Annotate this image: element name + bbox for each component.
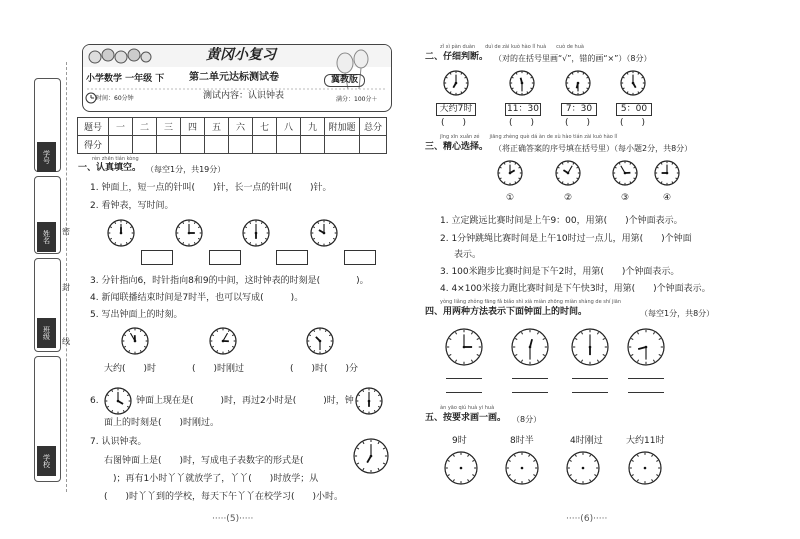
clock-face-icon xyxy=(310,219,338,247)
clock-face-icon xyxy=(497,160,523,186)
question-7-line1: 右图钟面上是( )时，写成电子表数字的形式是( xyxy=(104,456,304,466)
section2-pinyin: zǐ xì pàn duàn duì de zài kuò hào lǐ huà cuò de huà xyxy=(440,44,584,50)
score-table xyxy=(77,117,387,154)
score-input-cell[interactable] xyxy=(253,136,277,154)
subject-label: 小学数学 一年级 下 xyxy=(86,74,165,84)
section3-title: 三、精心选择。 xyxy=(425,142,489,152)
clock-face-icon xyxy=(175,219,203,247)
table-cell: 题号 xyxy=(78,118,109,136)
clock-face-icon xyxy=(620,70,646,96)
fold-char-feng: 封 xyxy=(62,283,70,292)
section1-title: 一、认真填空。 xyxy=(78,163,142,173)
fold-char-mi: 密 xyxy=(62,227,70,236)
s2-label: 5：00 xyxy=(616,103,652,116)
question-5: 5. 写出钟面上的时刻。 xyxy=(90,310,183,320)
score-table-header-row xyxy=(78,118,387,136)
s3-question-1: 1. 立定跳远比赛时间是上午9：00，用第( )个钟面表示。 xyxy=(440,216,683,226)
score-input-cell[interactable] xyxy=(133,136,157,154)
s3-question-3: 3. 100米跑步比赛时间是下午2时，用第( )个钟面表示。 xyxy=(440,267,680,277)
section4-note: （每空1分，共8分） xyxy=(640,309,715,318)
answer-box[interactable] xyxy=(141,250,173,265)
answer-line[interactable] xyxy=(628,378,664,379)
s2-paren[interactable]: ( ) xyxy=(509,118,535,128)
school-label: 学校 xyxy=(37,446,56,476)
clock-face-icon xyxy=(104,387,132,415)
blank-clock-face-icon[interactable] xyxy=(505,451,539,485)
fold-char-xian: 线 xyxy=(62,337,70,346)
section1-note: （每空1分，共19分） xyxy=(146,165,226,174)
s2-paren[interactable]: ( ) xyxy=(441,118,467,128)
answer-line[interactable] xyxy=(628,392,664,393)
answer-line[interactable] xyxy=(512,392,548,393)
s2-label: 7：30 xyxy=(561,103,597,116)
answer-box[interactable] xyxy=(276,250,308,265)
section4-pinyin: yòng liǎng zhǒng fāng fǎ biǎo shì xià miàn zhōng miàn shàng de shí jiān xyxy=(440,299,622,305)
s3-question-4: 4. 4×100米接力跑比赛时间是下午快3时，用第( )个钟面表示。 xyxy=(440,284,711,294)
test-content: 测试内容：认识钟表 xyxy=(203,91,285,101)
question-1: 1. 钟面上，短一点的针叫( )针，长一点的针叫( )针。 xyxy=(90,183,332,193)
clock-face-icon xyxy=(443,70,469,96)
section5-note: （8分） xyxy=(512,415,542,424)
section5-title: 五、按要求画一画。 xyxy=(425,413,507,423)
score-input-cell[interactable] xyxy=(277,136,301,154)
blank-clock-face-icon[interactable] xyxy=(628,451,662,485)
clock-small-icon xyxy=(86,93,96,103)
question-6-line2: 面上的时刻是( )时刚过。 xyxy=(104,418,220,428)
fold-line xyxy=(66,62,67,492)
table-cell: 六 xyxy=(229,118,253,136)
s5-label: 4时刚过 xyxy=(570,436,603,446)
clock-face-icon xyxy=(353,438,389,474)
section4-title: 四、用两种方法表示下面钟面上的时间。 xyxy=(425,307,588,317)
answer-line[interactable] xyxy=(572,378,608,379)
s5-label: 8时半 xyxy=(510,436,534,446)
blank-clock-face-icon[interactable] xyxy=(444,451,478,485)
table-cell: 七 xyxy=(253,118,277,136)
clock-face-icon xyxy=(555,160,581,186)
s2-paren[interactable]: ( ) xyxy=(565,118,591,128)
page-number-right: ·····(6)····· xyxy=(566,514,608,524)
question-2: 2. 看钟表，写时间。 xyxy=(90,201,174,211)
table-cell: 九 xyxy=(301,118,325,136)
clock-face-icon xyxy=(209,327,237,355)
answer-box[interactable] xyxy=(344,250,376,265)
q5-answer-c: ( )时( )分 xyxy=(290,364,359,374)
question-6-line1: 钟面上现在是( )时，再过2小时是( )时，钟 xyxy=(136,396,354,406)
clock-face-icon xyxy=(654,160,680,186)
table-cell: 得分 xyxy=(78,136,109,154)
unit-title: 第二单元达标测试卷 xyxy=(189,72,279,83)
table-cell: 附加题 xyxy=(325,118,360,136)
clock-face-icon xyxy=(565,70,591,96)
answer-box[interactable] xyxy=(209,250,241,265)
s3-option: ④ xyxy=(663,193,672,203)
table-cell: 三 xyxy=(157,118,181,136)
score-input-cell[interactable] xyxy=(301,136,325,154)
answer-line[interactable] xyxy=(512,378,548,379)
score-input-cell[interactable] xyxy=(109,136,133,154)
s2-label: 11：30 xyxy=(505,103,541,116)
clock-face-icon xyxy=(445,328,483,366)
section3-pinyin: jīng xīn xuǎn zé jiāng zhèng què dá àn de xù hào tián zài kuò hào lǐ xyxy=(440,134,618,140)
question-7: 7. 认识钟表。 xyxy=(90,437,147,447)
score-table-score-row xyxy=(78,136,387,154)
s2-label: 大约7时 xyxy=(436,103,476,116)
section2-title: 二、仔细判断。 xyxy=(425,52,489,62)
blank-clock-face-icon[interactable] xyxy=(566,451,600,485)
s5-label: 大约11时 xyxy=(626,436,665,446)
q5-answer-b: ( )时刚过 xyxy=(192,364,245,374)
table-cell: 四 xyxy=(181,118,205,136)
score-input-cell[interactable] xyxy=(360,136,387,154)
table-cell: 八 xyxy=(277,118,301,136)
table-cell: 总分 xyxy=(360,118,387,136)
answer-line[interactable] xyxy=(446,392,482,393)
clock-face-icon xyxy=(511,328,549,366)
full-score: 满分：100分＋ xyxy=(336,96,378,103)
table-cell: 二 xyxy=(133,118,157,136)
clock-face-icon xyxy=(571,328,609,366)
score-input-cell[interactable] xyxy=(181,136,205,154)
brand-title: 黄冈小复习 xyxy=(206,47,276,63)
s2-paren[interactable]: ( ) xyxy=(620,118,646,128)
clock-face-icon xyxy=(306,327,334,355)
clock-face-icon xyxy=(121,327,149,355)
s3-option: ① xyxy=(506,193,515,203)
answer-line[interactable] xyxy=(446,378,482,379)
question-7-line3: ( )时丫丫到的学校，每天下午丫丫在校学习( )小时。 xyxy=(104,492,344,502)
s3-option: ③ xyxy=(621,193,630,203)
clock-face-icon xyxy=(242,219,270,247)
time-limit: 时间：60分钟 xyxy=(96,95,134,102)
name-label: 姓名 xyxy=(37,222,56,252)
question-6-number: 6. xyxy=(90,396,99,406)
score-input-cell[interactable] xyxy=(325,136,360,154)
s3-question-2: 2. 1分钟跳绳比赛时间是上午10时过一点儿，用第( )个钟面 xyxy=(440,234,692,244)
page-number-left: ·····(5)····· xyxy=(212,514,254,524)
clock-face-icon xyxy=(509,70,535,96)
score-input-cell[interactable] xyxy=(205,136,229,154)
section5-pinyin: àn yāo qiú huà yi huà xyxy=(440,405,495,411)
section2-note: （对的在括号里画“√”，错的画“×”）（8分） xyxy=(494,54,652,63)
score-input-cell[interactable] xyxy=(157,136,181,154)
clock-face-icon xyxy=(612,160,638,186)
edition-badge: 冀教版 xyxy=(324,74,365,87)
question-7-line2: )；再有1小时丫丫就放学了，丫丫( )时放学；从 xyxy=(104,474,319,484)
clock-face-icon xyxy=(107,219,135,247)
question-4: 4. 新闻联播结束时间是7时半，也可以写成( )。 xyxy=(90,293,304,303)
section3-note: （将正确答案的序号填在括号里）（每小题2分，共8分） xyxy=(494,144,693,153)
student-id-label: 学号 xyxy=(37,142,56,172)
table-cell: 五 xyxy=(205,118,229,136)
answer-line[interactable] xyxy=(572,392,608,393)
class-label: 班级 xyxy=(37,318,56,348)
s3-option: ② xyxy=(564,193,573,203)
table-cell: 一 xyxy=(109,118,133,136)
s5-label: 9时 xyxy=(452,436,467,446)
question-3: 3. 分针指向6，时针指向8和9的中间，这时钟表的时刻是( )。 xyxy=(90,276,369,286)
clock-face-icon xyxy=(355,387,383,415)
section1-pinyin: rèn zhēn tián kòng xyxy=(92,156,139,162)
clock-face-icon xyxy=(627,328,665,366)
s3-question-2-cont: 表示。 xyxy=(454,250,482,260)
score-input-cell[interactable] xyxy=(229,136,253,154)
q5-answer-a: 大约( )时 xyxy=(104,364,157,374)
